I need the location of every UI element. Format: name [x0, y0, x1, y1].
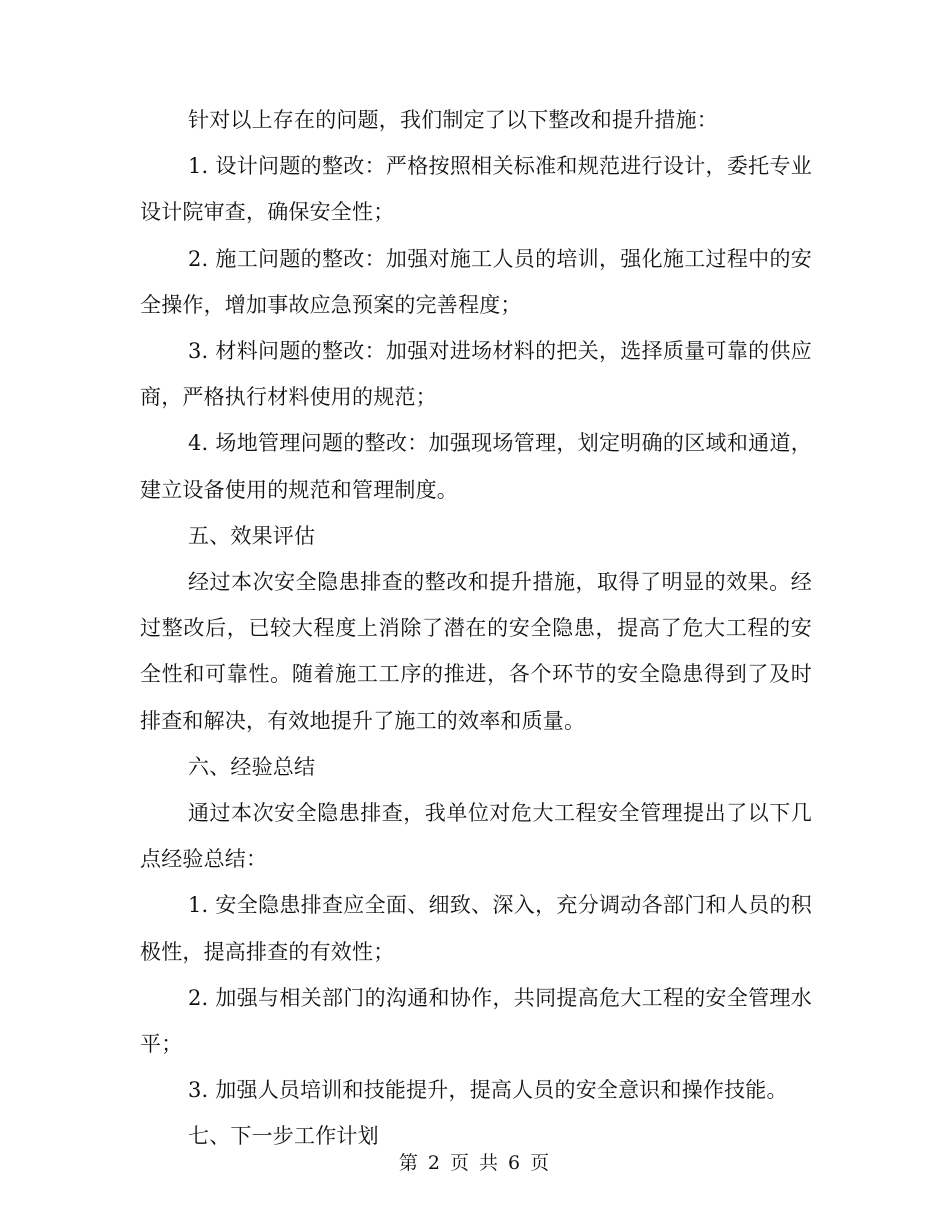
- list-item-experience-1: 1. 安全隐患排查应全面、细致、深入，充分调动各部门和人员的积极性，提高排查的有效性；: [140, 893, 812, 964]
- paragraph-evaluation: 经过本次安全隐患排查的整改和提升措施，取得了明显的效果。经过整改后，已较大程度上消除了潜在的安全隐患，提高了危大工程的安全性和可靠性。随着施工工序的推进，各个环节的安全隐患得到了及时排查和解决，有效地提升了施工的效率和质量。: [140, 570, 812, 733]
- paragraph-experience-intro: 通过本次安全隐患排查，我单位对危大工程安全管理提出了以下几点经验总结：: [140, 801, 812, 872]
- list-item-construction: 2. 施工问题的整改：加强对施工人员的培训，强化施工过程中的安全操作，增加事故应急预案的完善程度；: [140, 246, 812, 317]
- page-number-footer: 第 2 页 共 6 页: [398, 1152, 552, 1174]
- paragraph-intro: 针对以上存在的问题，我们制定了以下整改和提升措施：: [188, 108, 718, 132]
- list-item-materials: 3. 材料问题的整改：加强对进场材料的把关，选择质量可靠的供应商，严格执行材料使用的规范；: [140, 339, 812, 410]
- section-heading-experience: 六、经验总结: [188, 754, 316, 779]
- list-item-design: 1. 设计问题的整改：严格按照相关标准和规范进行设计，委托专业设计院审查，确保安全性；: [140, 154, 812, 225]
- section-heading-evaluation: 五、效果评估: [188, 523, 316, 548]
- list-item-experience-2: 2. 加强与相关部门的沟通和协作，共同提高危大工程的安全管理水平；: [140, 985, 812, 1057]
- list-item-site-management: 4. 场地管理问题的整改：加强现场管理，划定明确的区域和通道，建立设备使用的规范和管理制度。: [140, 431, 812, 502]
- section-heading-next-steps: 七、下一步工作计划: [188, 1124, 379, 1149]
- document-body: [140, 97, 812, 1160]
- list-item-experience-3: 3. 加强人员培训和技能提升，提高人员的安全意识和操作技能。: [188, 1078, 788, 1103]
